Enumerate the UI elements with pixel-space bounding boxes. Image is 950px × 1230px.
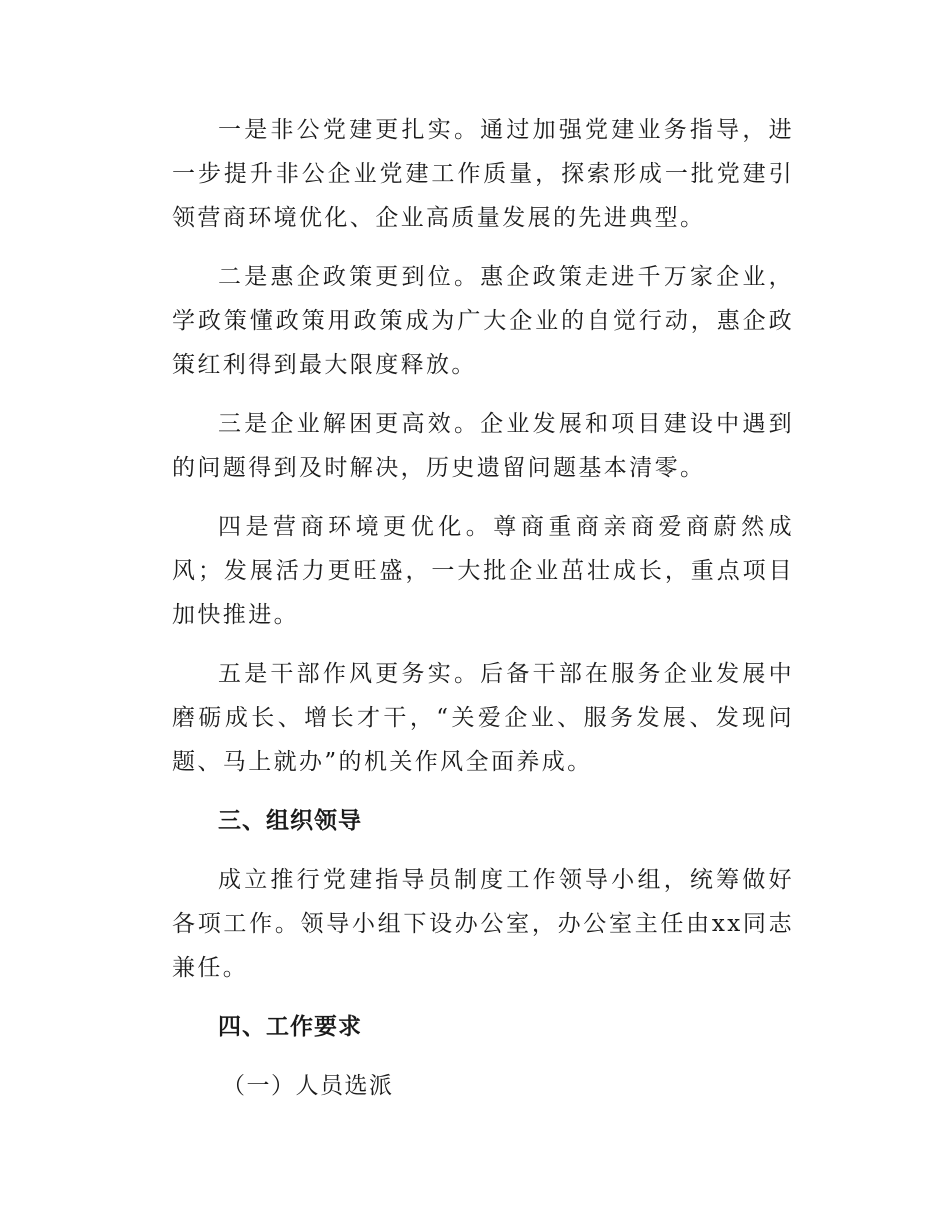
paragraph-business-environment: 四是营商环境更优化。尊商重商亲商爱商蔚然成风；发展活力更旺盛，一大批企业茁壮成长，重点项目加快推进。 xyxy=(172,514,794,628)
paragraph-leadership-group: 成立推行党建指导员制度工作领导小组，统筹做好各项工作。领导小组下设办公室，办公室主任由xx同志兼任。 xyxy=(172,867,794,981)
subsection-heading-personnel: （一）人员选派 xyxy=(222,1073,394,1099)
section-heading-organization: 三、组织领导 xyxy=(218,808,362,834)
paragraph-non-public-party-building: 一是非公党建更扎实。通过加强党建业务指导，进一步提升非公企业党建工作质量，探索形成一批党建引领营商环境优化、企业高质量发展的先进典型。 xyxy=(172,117,794,231)
section-heading-requirements: 四、工作要求 xyxy=(218,1014,362,1040)
document-body xyxy=(172,108,794,1108)
paragraph-enterprise-relief: 三是企业解困更高效。企业发展和项目建设中遇到的问题得到及时解决，历史遗留问题基本清零。 xyxy=(172,411,794,481)
paragraph-cadre-style: 五是干部作风更务实。后备干部在服务企业发展中磨砺成长、增长才干，“关爱企业、服务发展、发现问题、马上就办”的机关作风全面养成。 xyxy=(172,661,794,775)
paragraph-enterprise-policy: 二是惠企政策更到位。惠企政策走进千万家企业，学政策懂政策用政策成为广大企业的自觉行动，惠企政策红利得到最大限度释放。 xyxy=(172,264,794,378)
